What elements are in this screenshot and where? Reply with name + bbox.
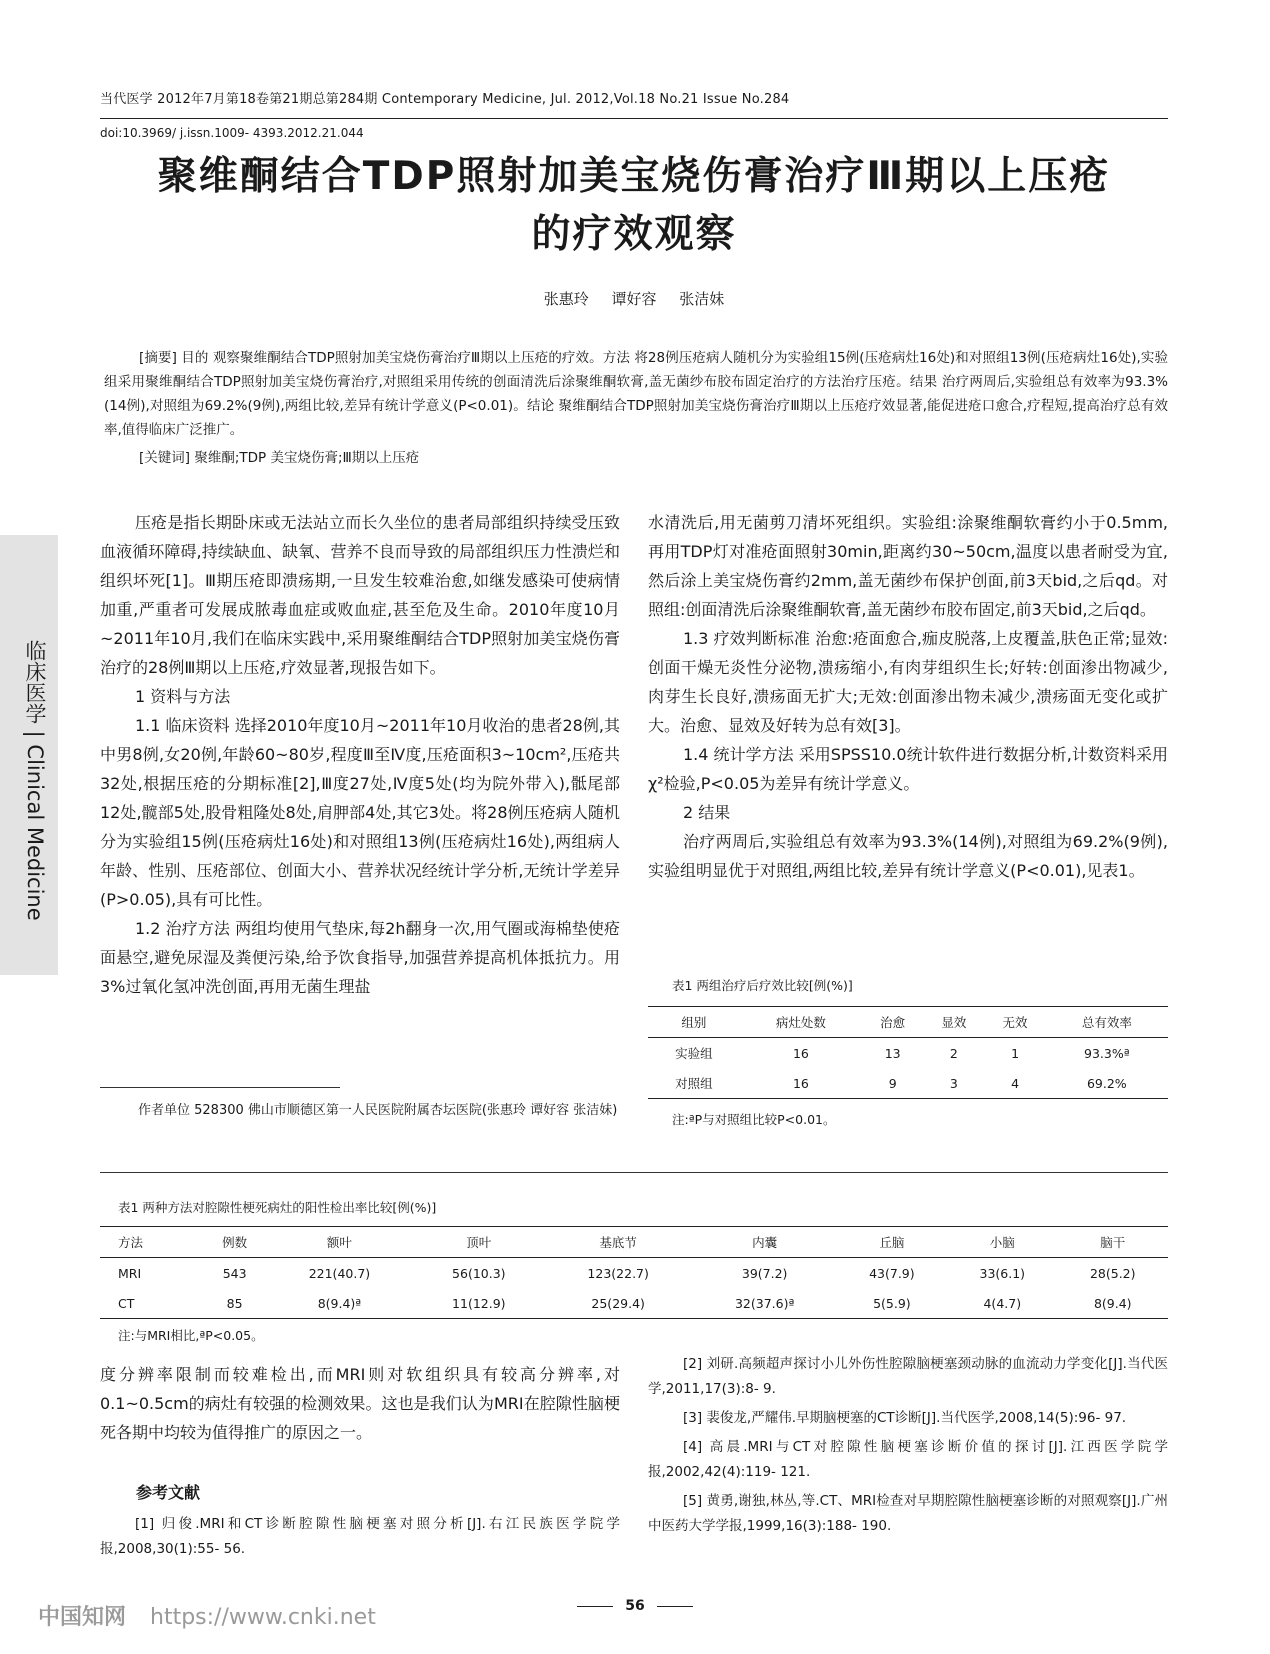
table-header: 小脑 — [989, 1235, 1015, 1250]
footnote-text: 作者单位 528300 佛山市顺德区第一人民医院附属杏坛医院(张惠玲 谭好容 张洁妹) — [138, 1103, 618, 1118]
abstract-text: [摘要] 目的 观察聚维酮结合TDP照射加美宝烧伤膏治疗Ⅲ期以上压疮的疗效。方法 将28例压疮病人随机分为实验组15例(压疮病灶16处)和对照组13例(压疮病灶16处),实验组采用聚维酮结合TDP照射加美宝烧伤膏治疗,对照组采用传统的创面清洗后涂聚维酮软膏,盖无菌纱布胶布固定治疗的方法治疗压疮。结果 治疗两周后,实验组总有效率为93.3%(14例),对照组为69.2%(9例),两组比较,差异有统计学意义(P<0.01)。结论 聚维酮结合TDP照射加美宝烧伤膏治疗Ⅲ期以上压疮疗效显著,能促进疮口愈合,疗程短,提高治疗总有效率,值得临床广泛推广。 — [104, 350, 1168, 438]
reference-item: [2] 刘研.高频超声探讨小儿外伤性腔隙脑梗塞颈动脉的血流动力学变化[J].当代医学,2011,17(3):8- 9. — [648, 1356, 1168, 1397]
table-header: 治愈 — [880, 1015, 906, 1030]
table2 — [100, 1226, 1168, 1319]
table-cell: 69.2% — [1086, 1075, 1127, 1091]
abstract — [104, 346, 1168, 470]
table-cell: MRI — [118, 1265, 142, 1281]
table-cell: 9 — [888, 1075, 897, 1091]
table-cell: 11(12.9) — [452, 1295, 506, 1311]
reference-item: [5] 黄勇,谢独,林丛,等.CT、MRI检查对早期腔隙性脑梗塞诊断的对照观察[J].广州中医药大学学报,1999,16(3):188- 190. — [648, 1493, 1168, 1534]
table-cell: 93.3%ª — [1084, 1045, 1130, 1061]
table-header: 内囊 — [752, 1235, 778, 1250]
lower-left-text — [100, 1360, 620, 1447]
table-header: 方法 — [118, 1235, 144, 1250]
table-header: 组别 — [681, 1015, 707, 1030]
paragraph: 治疗两周后,实验组总有效率为93.3%(14例),对照组为69.2%(9例),实验组明显优于对照组,两组比较,差异有统计学意义(P<0.01),见表1。 — [648, 832, 1168, 880]
table-header: 无效 — [1002, 1015, 1028, 1030]
table-cell: 33(6.1) — [979, 1265, 1026, 1281]
author-affiliation-footnote — [100, 1098, 620, 1123]
table1 — [648, 1006, 1168, 1099]
header-rule — [100, 118, 1168, 119]
paragraph: 水清洗后,用无菌剪刀清坏死组织。实验组:涂聚维酮软膏约小于0.5mm,再用TDP灯对准疮面照射30min,距离约30~50cm,温度以患者耐受为宜,然后涂上美宝烧伤膏约2mm,盖无菌纱布保护创面,前3天bid,之后qd。对照组:创面清洗后涂聚维酮软膏,盖无菌纱布胶布固定,前3天bid,之后qd。 — [648, 513, 1168, 619]
page-number-text: 56 — [625, 1598, 645, 1614]
table-header: 总有效率 — [1081, 1015, 1132, 1030]
reference-item: [1] 归俊.MRI和CT诊断腔隙性脑梗塞对照分析[J].右江民族医学院学报,2008,30(1):55- 56. — [100, 1516, 620, 1557]
table-cell: 16 — [792, 1045, 809, 1061]
table-header: 丘脑 — [879, 1235, 905, 1250]
table-header-row — [100, 1227, 1168, 1258]
paragraph: 1.4 统计学方法 采用SPSS10.0统计软件进行数据分析,计数资料采用χ²检验,P<0.05为差异有统计学意义。 — [648, 745, 1168, 793]
table-cell: 4 — [1011, 1075, 1020, 1091]
section-heading: 2 结果 — [683, 803, 731, 822]
table-cell: 3 — [949, 1075, 958, 1091]
title-line-2: 的疗效观察 — [531, 212, 737, 257]
table-cell: 8(9.4) — [1093, 1295, 1132, 1311]
table-cell: 4(4.7) — [983, 1295, 1022, 1311]
body-right-column — [648, 508, 1168, 885]
footnote-rule — [100, 1087, 340, 1088]
paragraph: 压疮是指长期卧床或无法站立而长久坐位的患者局部组织持续受压致血液循环障碍,持续缺血、缺氧、营养不良而导致的局部组织压力性溃烂和组织坏死[1]。Ⅲ期压疮即溃疡期,一旦发生较难治愈,如继发感染可使病情加重,严重者可发展成脓毒血症或败血症,甚至危及生命。2010年度10月~2011年10月,我们在临床实践中,采用聚维酮结合TDP照射加美宝烧伤膏治疗的28例Ⅲ期以上压疮,疗效显著,现报告如下。 — [100, 513, 620, 677]
table-row — [100, 1258, 1168, 1289]
table-cell: 5(5.9) — [873, 1295, 911, 1311]
table2-caption: 表1 两种方法对腔隙性梗死病灶的阳性检出率比较[例(%)] — [118, 1200, 437, 1215]
article-title — [100, 148, 1168, 264]
keywords: [关键词] 聚维酮;TDP 美宝烧伤膏;Ⅲ期以上压疮 — [139, 450, 420, 466]
title-line-1: 聚维酮结合TDP照射加美宝烧伤膏治疗Ⅲ期以上压疮 — [157, 154, 1111, 199]
table2-note: 注:与MRI相比,ªP<0.05。 — [118, 1328, 264, 1343]
doi: doi:10.3969/ j.issn.1009- 4393.2012.21.044 — [100, 126, 364, 140]
page-number — [560, 1598, 710, 1614]
table-cell: 8(9.4)ª — [317, 1295, 362, 1311]
table-row — [100, 1288, 1168, 1319]
table-cell: 85 — [226, 1295, 243, 1311]
dash-rule — [577, 1606, 613, 1607]
table-cell: 56(10.3) — [452, 1265, 506, 1281]
watermark-url: https://www.cnki.net — [150, 1605, 376, 1630]
authors: 张惠玲 谭好容 张洁妹 — [543, 290, 725, 308]
paragraph: 1.2 治疗方法 两组均使用气垫床,每2h翻身一次,用气圈或海棉垫使疮面悬空,避免尿湿及粪便污染,给予饮食指导,加强营养提高机体抵抗力。用3%过氧化氢冲洗创面,再用无菌生理盐 — [100, 919, 620, 996]
table-cell: 221(40.7) — [308, 1265, 371, 1281]
table1-note: 注:ªP与对照组比较P<0.01。 — [672, 1112, 836, 1127]
table-cell: 实验组 — [675, 1046, 713, 1061]
table-cell: 123(22.7) — [587, 1265, 649, 1281]
table-cell: 43(7.9) — [869, 1265, 915, 1281]
table-cell: 13 — [884, 1045, 901, 1061]
table-cell: 28(5.2) — [1089, 1265, 1136, 1281]
table-row — [648, 1038, 1168, 1069]
table-header: 顶叶 — [466, 1235, 492, 1250]
table-cell: 1 — [1011, 1045, 1020, 1061]
body-left-column — [100, 508, 620, 1001]
table-header: 例数 — [222, 1235, 248, 1250]
section-rule — [100, 1172, 1168, 1173]
paragraph: 度分辨率限制而较难检出,而MRI则对软组织具有较高分辨率,对0.1~0.5cm的病灶有较强的检测效果。这也是我们认为MRI在腔隙性脑梗死各期中均较为值得推广的原因之一。 — [100, 1365, 620, 1442]
table1-caption: 表1 两组治疗后疗效比较[例(%)] — [672, 978, 853, 993]
table-header: 显效 — [941, 1015, 967, 1030]
references-right — [648, 1352, 1168, 1543]
table-header: 脑干 — [1100, 1235, 1126, 1250]
table-cell: 2 — [949, 1045, 958, 1061]
table-cell: 543 — [222, 1265, 247, 1281]
table-cell: CT — [118, 1295, 135, 1311]
journal-header: 当代医学 2012年7月第18卷第21期总第284期 Contemporary Medicine, Jul. 2012,Vol.18 No.21 Issue No.284 — [100, 92, 790, 107]
section-heading: 1 资料与方法 — [135, 687, 231, 706]
dash-rule — [657, 1606, 693, 1607]
table-header: 基底节 — [599, 1235, 637, 1250]
reference-item: [3] 裴俊龙,严耀伟.早期脑梗塞的CT诊断[J].当代医学,2008,14(5):96- 97. — [683, 1410, 1127, 1426]
watermark-cn: 中国知网 — [38, 1605, 127, 1630]
references-left — [100, 1512, 620, 1566]
table-cell: 32(37.6)ª — [734, 1295, 795, 1311]
cnki-watermark — [38, 1600, 376, 1631]
paragraph: 1.3 疗效判断标准 治愈:疮面愈合,痂皮脱落,上皮覆盖,肤色正常;显效:创面干燥无炎性分泌物,溃疡缩小,有肉芽组织生长;好转:创面渗出物减少,肉芽生长良好,溃疡面无扩大;无效:创面渗出物未减少,溃疡面无变化或扩大。治愈、显效及好转为总有效[3]。 — [648, 629, 1168, 735]
section-side-label: 临床医学 | Clinical Medicine — [23, 640, 47, 921]
table-row — [648, 1068, 1168, 1099]
table-cell: 25(29.4) — [591, 1295, 645, 1311]
table-cell: 39(7.2) — [741, 1265, 788, 1281]
references-heading: 参考文献 — [136, 1483, 201, 1502]
table-cell: 16 — [792, 1075, 809, 1091]
table-cell: 对照组 — [675, 1076, 713, 1091]
reference-item: [4] 高晨.MRI与CT对腔隙性脑梗塞诊断价值的探讨[J].江西医学院学报,2002,42(4):119- 121. — [648, 1439, 1168, 1480]
table-header-row — [648, 1007, 1168, 1038]
table-header: 病灶处数 — [775, 1015, 826, 1030]
table-header: 额叶 — [326, 1235, 352, 1250]
paragraph: 1.1 临床资料 选择2010年度10月~2011年10月收治的患者28例,其中男8例,女20例,年龄60~80岁,程度Ⅲ至Ⅳ度,压疮面积3~10cm²,压疮共32处,根据压疮的分期标准[2],Ⅲ度27处,Ⅳ度5处(均为院外带入),骶尾部12处,髋部5处,股骨粗隆处8处,肩胛部4处,其它3处。将28例压疮病人随机分为实验组15例(压疮病灶16处)和对照组13例(压疮病灶16处),两组病人年龄、性别、压疮部位、创面大小、营养状况经统计学分析,无统计学差异(P>0.05),具有可比性。 — [100, 716, 620, 909]
